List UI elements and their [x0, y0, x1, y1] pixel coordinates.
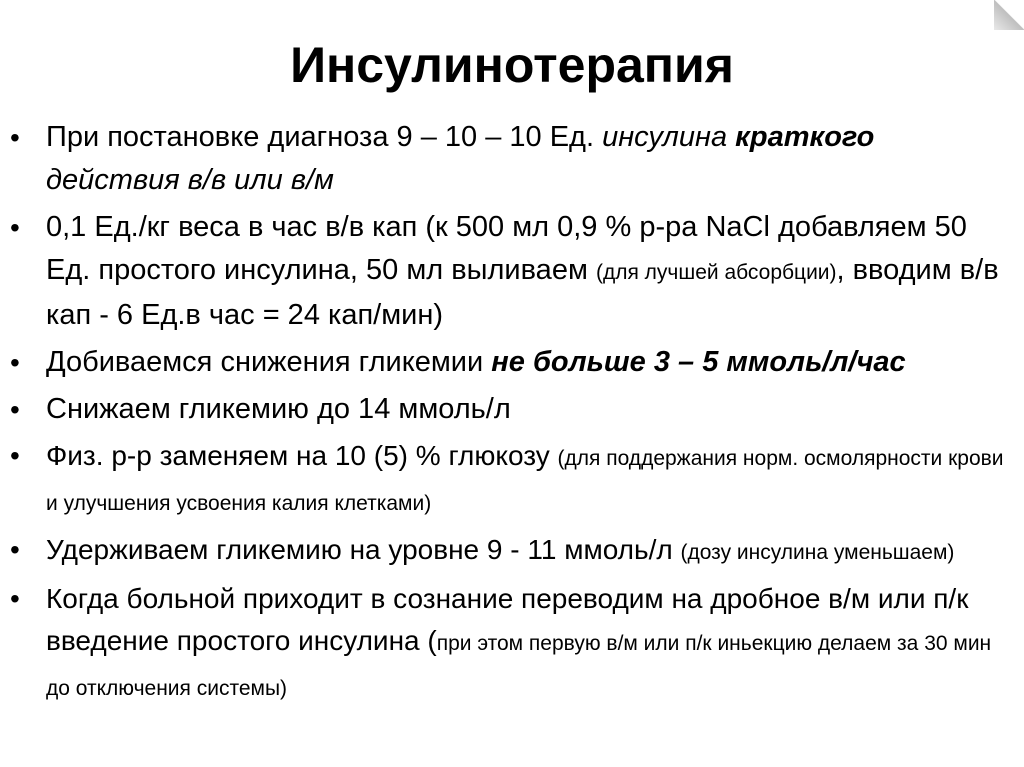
- bullet-text-part: Удерживаем гликемию на уровне 9 - 11 ммоль/л: [46, 534, 681, 565]
- bullet-item-glucose-switch: [0, 435, 1024, 525]
- slide-title: Инсулинотерапия: [290, 37, 734, 93]
- bullet-list: [0, 116, 1024, 714]
- bullet-text-part: Добиваемся снижения гликемии: [46, 346, 492, 378]
- bullet-item-diagnosis: [0, 116, 1024, 202]
- bullet-icon: •: [10, 534, 20, 565]
- bullet-text-part: , вводим в/в кап - 6 Ед.в час = 24 кап/мин): [46, 254, 999, 331]
- bullet-icon: •: [10, 347, 20, 378]
- bullet-text-part: 0,1 Ед./кг веса в час в/в кап (к 500 мл 0,9 % р-ра NaCl добавляем 50 Ед. простого инсулина, 50 мл выливаем: [46, 211, 967, 286]
- bullet-item-glycemia-decrease: [0, 341, 1024, 384]
- bullet-text-note: (для лучшей абсорбции): [595, 261, 837, 284]
- bullet-text-emphasis: не больше 3 – 5 ммоль/л/час: [491, 346, 906, 378]
- bullet-text-emphasis: краткого: [735, 121, 875, 153]
- bullet-icon: •: [10, 583, 20, 614]
- bullet-icon: •: [10, 122, 20, 153]
- bullet-text-note: (для поддержания норм. осмолярности крови и улучшения усвоения калия клетками): [46, 447, 1004, 515]
- bullet-text-part: При постановке диагноза 9 – 10 – 10 Ед.: [46, 121, 603, 153]
- bullet-text-part: Когда больной приходит в сознание переводим на дробное в/м или п/к введение простого инсулина (: [46, 583, 969, 656]
- bullet-item-infusion-rate: [0, 206, 1024, 337]
- bullet-text-part: действия в/в или в/м: [46, 164, 334, 196]
- page-curl-shade: [994, 0, 1024, 30]
- bullet-text-part: Снижаем гликемию до 14 ммоль/л: [46, 393, 511, 425]
- bullet-icon: •: [10, 394, 20, 425]
- bullet-text-note: при этом первую в/м или п/к иньекцию делаем за 30 мин до отключения системы): [46, 632, 992, 700]
- bullet-item-maintain-glycemia: [0, 529, 1024, 574]
- bullet-text-part: Физ. р-р заменяем на 10 (5) % глюкозу: [46, 440, 558, 471]
- bullet-icon: •: [10, 212, 20, 243]
- bullet-text-part: инсулина: [602, 121, 736, 153]
- bullet-item-conscious-transfer: [0, 578, 1024, 710]
- bullet-text-note: (дозу инсулина уменьшаем): [680, 541, 955, 564]
- bullet-item-target-14: [0, 388, 1024, 431]
- bullet-icon: •: [10, 440, 20, 471]
